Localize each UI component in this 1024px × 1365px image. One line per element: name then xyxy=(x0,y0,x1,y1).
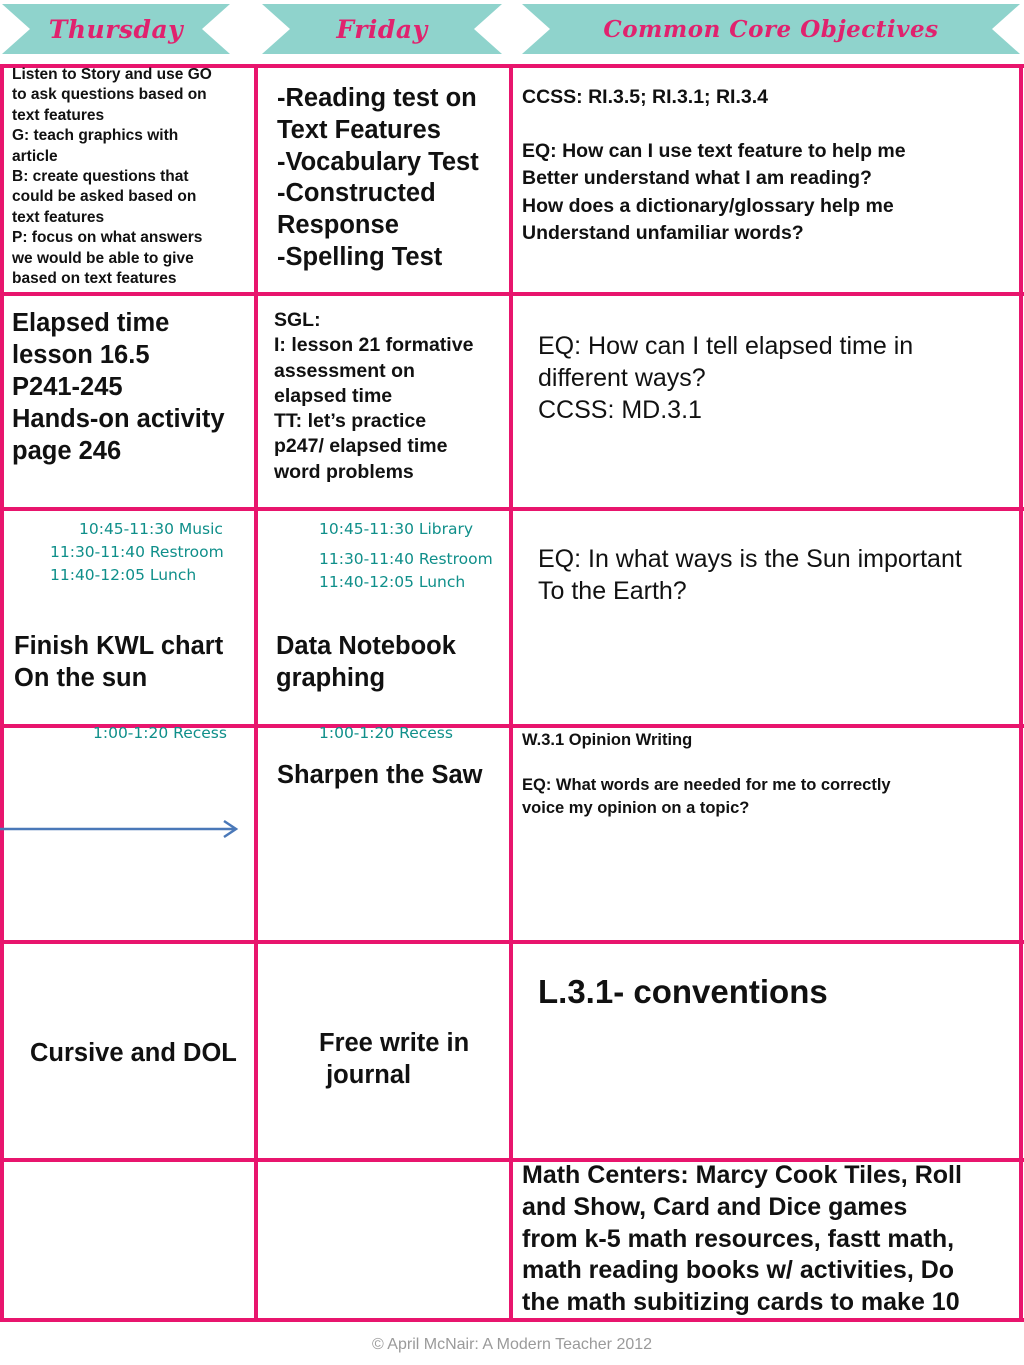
objectives-heading: Common Core Objectives xyxy=(603,15,939,43)
text-line: Finish KWL chart xyxy=(14,632,224,660)
right-arrow-icon xyxy=(0,818,244,840)
text-line: -Constructed xyxy=(277,179,436,208)
grid-line xyxy=(509,64,513,1322)
text-line: EQ: How can I tell elapsed time in xyxy=(538,332,914,360)
r1-objective-cell xyxy=(522,84,1017,247)
text-line xyxy=(522,111,1017,138)
text-line: -Spelling Test xyxy=(277,242,443,271)
text-line: p247/ elapsed time xyxy=(274,435,448,458)
schedule-line: 10:45-11:30 Music xyxy=(79,520,223,538)
text-line: CCSS: MD.3.1 xyxy=(538,395,702,424)
text-line: EQ: In what ways is the Sun important xyxy=(538,545,962,573)
text-line: How does a dictionary/glossary help me xyxy=(522,194,894,217)
grid-line xyxy=(0,64,4,1322)
text-line: TT: let’s practice xyxy=(274,410,427,433)
text-line: page 246 xyxy=(12,437,122,465)
text-line: P: focus on what answers xyxy=(12,229,203,247)
text-line: the math subitizing cards to make 10 xyxy=(522,1288,960,1317)
text-line: Text Features xyxy=(277,115,441,144)
thursday-banner xyxy=(2,4,230,54)
schedule-line: 10:45-11:30 Library xyxy=(319,520,474,538)
text-line: and Show, Card and Dice games xyxy=(522,1192,908,1221)
text-line: voice my opinion on a topic? xyxy=(522,798,750,817)
text-line: -Reading test on xyxy=(277,84,477,112)
text-line: elapsed time xyxy=(274,384,393,407)
friday-heading: Friday xyxy=(336,14,428,44)
text-line: journal xyxy=(319,1061,412,1089)
text-line: P241-245 xyxy=(12,373,123,401)
copyright-footer: © April McNair: A Modern Teacher 2012 xyxy=(371,1336,653,1353)
r1-thursday-cell xyxy=(12,65,252,289)
text-line: graphing xyxy=(276,664,386,692)
text-line: On the sun xyxy=(14,664,148,692)
friday-banner xyxy=(262,4,502,54)
text-line: Listen to Story and use GO xyxy=(12,66,212,83)
schedule-line: 11:40-12:05 Lunch xyxy=(319,573,466,591)
r4-objective-cell xyxy=(522,729,1017,819)
r2-thursday-cell xyxy=(12,307,252,467)
text-line: to ask questions based on xyxy=(12,86,207,104)
text-line: Math Centers: Marcy Cook Tiles, Roll xyxy=(522,1161,962,1189)
text-line: CCSS: RI.3.5; RI.3.1; RI.3.4 xyxy=(522,86,768,108)
text-line xyxy=(522,752,1017,774)
r4-thursday-recess: 1:00-1:20 Recess xyxy=(93,724,227,742)
text-line: G: teach graphics with xyxy=(12,127,179,145)
grid-line xyxy=(1019,64,1023,1322)
schedule-line: 11:30-11:40 Restroom xyxy=(50,543,224,561)
text-line: article xyxy=(12,147,58,165)
r6-objective-cell xyxy=(522,1160,1017,1319)
text-line: EQ: How can I use text feature to help me xyxy=(522,140,906,163)
text-line: assessment on xyxy=(274,359,415,382)
text-line: word problems xyxy=(274,460,414,483)
thursday-heading: Thursday xyxy=(48,14,184,44)
text-line: lesson 16.5 xyxy=(12,341,150,369)
r3-friday-schedule xyxy=(319,518,507,594)
text-line: Hands-on activity xyxy=(12,405,225,433)
r5-friday-cell xyxy=(319,1027,507,1091)
r3-thursday-cell xyxy=(14,630,252,694)
text-line: W.3.1 Opinion Writing xyxy=(522,731,693,749)
text-line: Data Notebook xyxy=(276,632,456,660)
r5-thursday-cell: Cursive and DOL xyxy=(30,1039,237,1067)
text-line: text features xyxy=(12,208,105,226)
text-line: B: create questions that xyxy=(12,168,189,186)
text-line: math reading books w/ activities, Do xyxy=(522,1256,955,1285)
text-line: we would be able to give xyxy=(12,249,194,267)
text-line: Understand unfamiliar words? xyxy=(522,221,804,244)
text-line: I: lesson 21 formative xyxy=(274,334,474,357)
text-line: based on text features xyxy=(12,270,177,288)
r2-friday-cell xyxy=(274,308,506,485)
r3-objective-cell xyxy=(538,544,1016,608)
r3-friday-cell xyxy=(276,630,506,694)
text-line: Free write in xyxy=(319,1029,470,1057)
r4-friday-cell: Sharpen the Saw xyxy=(277,761,483,789)
text-line: Response xyxy=(277,211,399,240)
text-line: -Vocabulary Test xyxy=(277,147,479,176)
text-line: To the Earth? xyxy=(538,576,687,605)
r2-objective-cell xyxy=(538,331,1016,426)
grid-line xyxy=(254,64,258,1322)
text-line: EQ: What words are needed for me to correctly xyxy=(522,775,891,794)
schedule-line: 11:40-12:05 Lunch xyxy=(50,566,197,584)
objectives-banner xyxy=(522,4,1020,54)
r3-thursday-schedule xyxy=(50,518,254,587)
text-line: Better understand what I am reading? xyxy=(522,167,872,190)
text-line: different ways? xyxy=(538,363,706,392)
text-line: Elapsed time xyxy=(12,309,170,337)
text-line: text features xyxy=(12,106,105,124)
r5-objective-cell: L.3.1- conventions xyxy=(538,973,828,1010)
text-line: could be asked based on xyxy=(12,188,197,206)
text-line: from k-5 math resources, fastt math, xyxy=(522,1224,955,1253)
r4-friday-recess: 1:00-1:20 Recess xyxy=(319,724,453,742)
r1-friday-cell xyxy=(277,83,507,274)
schedule-line: 11:30-11:40 Restroom xyxy=(319,550,493,568)
text-line: SGL: xyxy=(274,309,321,331)
